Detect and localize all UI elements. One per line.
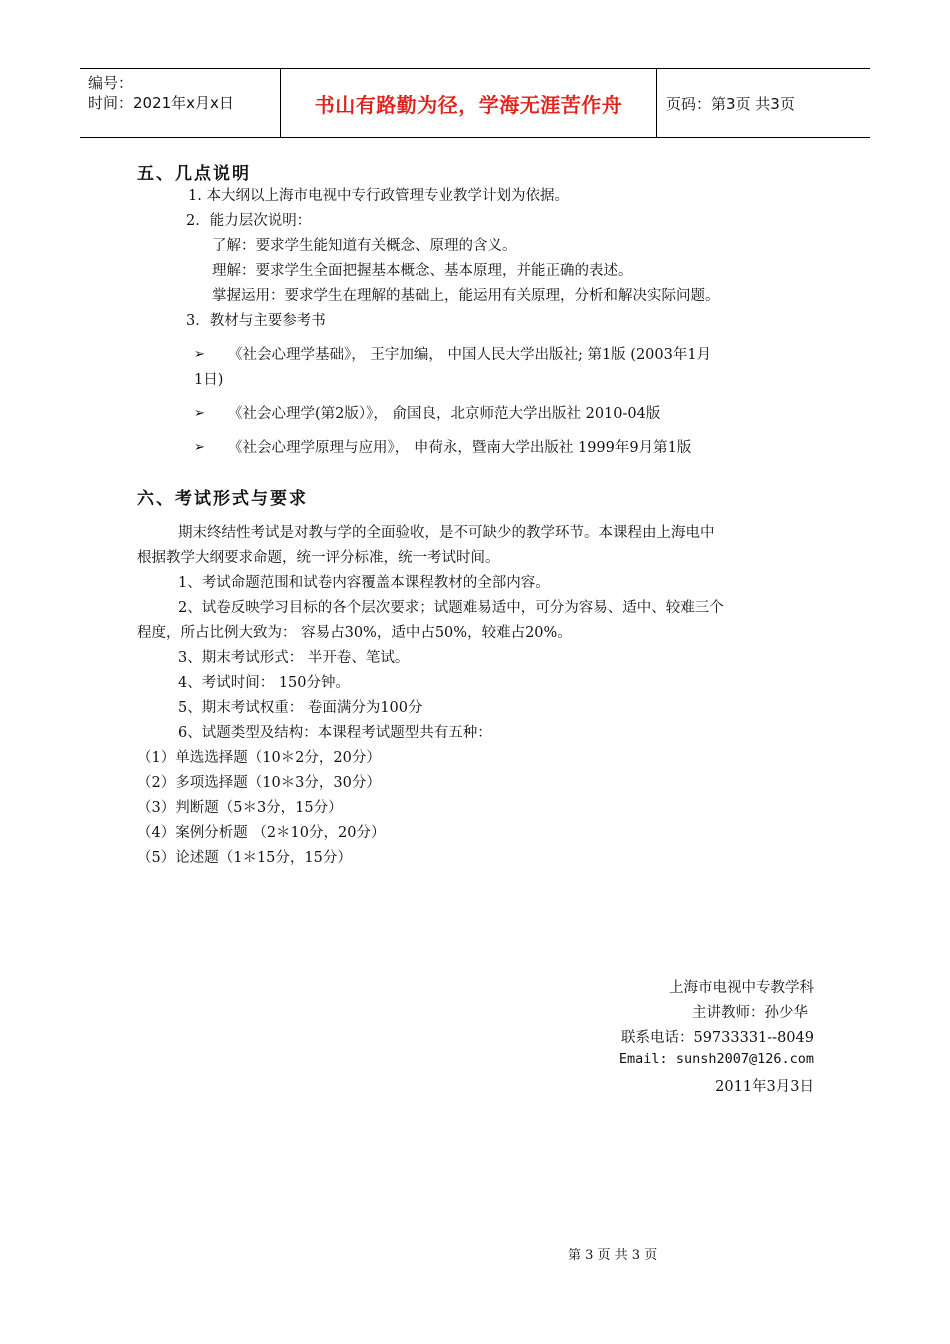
- time-label: 时间：2021年x月x日: [88, 94, 234, 112]
- signature-email: Email: sunsh2007@126.com: [618, 1051, 814, 1067]
- section5-item-3: 3．教材与主要参考书: [186, 313, 326, 329]
- exam-item-3: 3、期末考试形式： 半开卷、笔试。: [178, 650, 410, 666]
- book-1: 《社会心理学基础》， 王宇加编， 中国人民大学出版社; 第1版 (2003年1月: [228, 347, 712, 363]
- section6-title: 六、考试形式与要求: [137, 489, 308, 509]
- exam-item-2-cont: 程度，所占比例大致为： 容易占30%，适中占50%，较难占20%。: [137, 625, 572, 641]
- arrow-bullet-icon: ➢: [194, 347, 205, 362]
- exam-item-1: 1、考试命题范围和试卷内容覆盖本课程教材的全部内容。: [178, 575, 550, 591]
- header-left: [88, 73, 234, 113]
- signature-date: 2011年3月3日: [715, 1079, 814, 1095]
- exam-item-2: 2、试卷反映学习目标的各个层次要求；试题难易适中，可分为容易、适中、较难三个: [178, 600, 724, 616]
- section5-title: 五、几点说明: [137, 164, 251, 184]
- motto: 书山有路勤为径，学海无涯苦作舟: [314, 92, 623, 117]
- book-2: 《社会心理学(第2版）》， 俞国良，北京师范大学出版社 2010-04版: [228, 406, 661, 422]
- exam-para-1: 期末终结性考试是对教与学的全面验收，是不可缺少的教学环节。本课程由上海电中: [178, 525, 715, 541]
- number-label: 编号：: [88, 74, 134, 92]
- question-type-3: （3）判断题（5＊3分，15分）: [137, 800, 343, 816]
- section5-item-2: 2．能力层次说明：: [186, 213, 312, 229]
- signature-teacher: 主讲教师：孙少华: [692, 1005, 808, 1021]
- book-3: 《社会心理学原理与应用》， 申荷永，暨南大学出版社 1999年9月第1版: [228, 440, 692, 456]
- question-type-5: （5）论述题（1＊15分，15分）: [137, 850, 352, 866]
- question-type-4: （4）案例分析题 （2＊10分，20分）: [137, 825, 386, 841]
- exam-para-1-cont: 根据教学大纲要求命题，统一评分标准，统一考试时间。: [137, 550, 500, 566]
- page-info: 页码：第3页 共3页: [666, 94, 795, 113]
- question-type-1: （1）单选选择题（10＊2分，20分）: [137, 750, 381, 766]
- section5-item-1: 1. 本大纲以上海市电视中专行政管理专业教学计划为依据。: [188, 188, 569, 204]
- arrow-bullet-icon: ➢: [194, 406, 205, 421]
- signature-org: 上海市电视中专教学科: [669, 980, 814, 996]
- signature-phone: 联系电话：59733331--8049: [620, 1030, 814, 1046]
- page-header: [80, 68, 870, 138]
- level-comprehend: 理解：要求学生全面把握基本概念、基本原理，并能正确的表述。: [212, 263, 633, 279]
- exam-item-4: 4、考试时间： 150分钟。: [178, 675, 351, 691]
- page-footer: 第 3 页 共 3 页: [568, 1248, 658, 1263]
- exam-item-6: 6、试题类型及结构：本课程考试题型共有五种：: [178, 725, 492, 741]
- exam-item-5: 5、期末考试权重： 卷面满分为100分: [178, 700, 423, 716]
- level-understand-basic: 了解：要求学生能知道有关概念、原理的含义。: [212, 238, 517, 254]
- question-type-2: （2）多项选择题（10＊3分，30分）: [137, 775, 381, 791]
- level-apply: 掌握运用：要求学生在理解的基础上，能运用有关原理，分析和解决实际问题。: [212, 288, 720, 304]
- header-divider: [656, 69, 657, 137]
- book-1-cont: 1日): [194, 372, 224, 388]
- arrow-bullet-icon: ➢: [194, 440, 205, 455]
